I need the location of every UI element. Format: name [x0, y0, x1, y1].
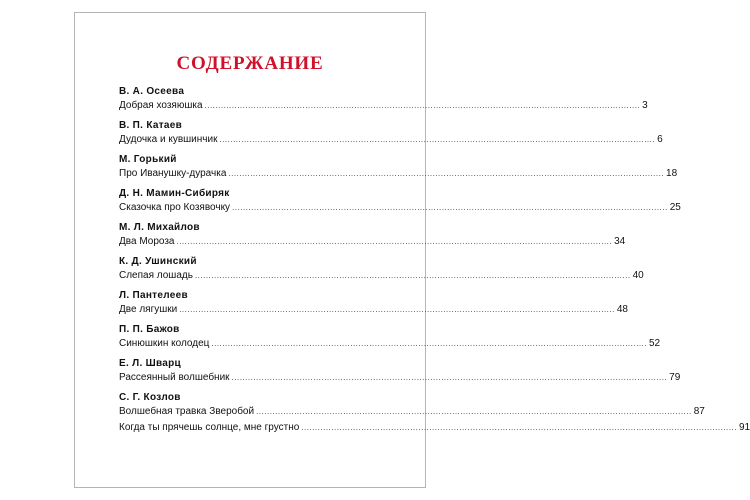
toc-entry	[119, 187, 681, 221]
toc-work-row[interactable]	[119, 99, 648, 112]
toc-entry	[119, 255, 644, 289]
page-number: 91	[738, 422, 750, 433]
author-name: В. А. Осеева	[119, 86, 185, 97]
author-name: П. П. Бажов	[119, 324, 180, 335]
toc-work-row[interactable]	[119, 201, 681, 214]
work-title: Про Иванушку-дурачка	[119, 168, 227, 179]
page-number: 87	[693, 406, 705, 417]
dot-leader: ................................................................................................................................................................	[211, 339, 647, 348]
toc-entry	[119, 221, 626, 255]
dot-leader: ................................................................................................................................................................	[176, 237, 613, 246]
dot-leader: ................................................................................................................................................................	[232, 203, 668, 212]
toc-entry	[119, 323, 661, 357]
dot-leader: ................................................................................................................................................................	[179, 305, 615, 314]
author-name: С. Г. Козлов	[119, 392, 181, 403]
page-number: 79	[669, 372, 681, 383]
dot-leader: ................................................................................................................................................................	[194, 271, 631, 280]
author-name: В. П. Катаев	[119, 120, 183, 131]
toc-work-row[interactable]	[119, 167, 678, 180]
toc-entry	[119, 85, 648, 119]
author-name: К. Д. Ушинский	[119, 256, 197, 267]
author-name: М. Горький	[119, 154, 177, 165]
page-number: 6	[657, 134, 663, 145]
toc-work-row[interactable]	[119, 337, 661, 350]
dot-leader: ................................................................................................................................................................	[256, 407, 692, 416]
work-title: Когда ты прячешь солнце, мне грустно	[119, 422, 300, 433]
toc-work-row[interactable]	[119, 269, 644, 282]
author-name: М. Л. Михайлов	[119, 222, 200, 233]
toc-work-row[interactable]	[119, 421, 750, 434]
toc-entry	[119, 391, 750, 441]
toc-work-row[interactable]	[119, 133, 663, 146]
page-number: 34	[614, 236, 626, 247]
toc-entry	[119, 357, 681, 391]
work-title: Добрая хозяюшка	[119, 100, 203, 111]
dot-leader: ................................................................................................................................................................	[219, 135, 656, 144]
toc-work-row[interactable]	[119, 235, 626, 248]
work-title: Волшебная травка Зверобой	[119, 406, 255, 417]
page-number: 18	[666, 168, 678, 179]
page-number: 52	[648, 338, 661, 349]
page-number: 40	[632, 270, 644, 281]
author-name: Д. Н. Мамин-Сибиряк	[119, 188, 230, 199]
work-title: Две лягушки	[119, 304, 178, 315]
book-page	[74, 12, 750, 488]
toc-entry	[119, 289, 628, 323]
work-title: Два Мороза	[119, 236, 175, 247]
author-name: Е. Л. Шварц	[119, 358, 181, 369]
toc-work-row[interactable]	[119, 303, 628, 316]
page-number: 3	[642, 100, 648, 111]
toc-entry	[119, 119, 663, 153]
author-name: Л. Пантелеев	[119, 290, 188, 301]
page-number: 48	[616, 304, 628, 315]
work-title: Слепая лошадь	[119, 270, 193, 281]
page-title: СОДЕРЖАНИЕ	[176, 53, 324, 74]
work-title: Дудочка и кувшинчик	[119, 134, 218, 145]
toc-work-row[interactable]	[119, 405, 705, 418]
dot-leader: ................................................................................................................................................................	[301, 423, 737, 432]
table-of-contents	[119, 85, 750, 441]
work-title: Сказочка про Козявочку	[119, 202, 231, 213]
toc-entry	[119, 153, 678, 187]
work-title: Синюшкин колодец	[119, 338, 210, 349]
dot-leader: ................................................................................................................................................................	[204, 101, 641, 110]
page-number: 25	[669, 202, 681, 213]
work-title: Рассеянный волшебник	[119, 372, 230, 383]
dot-leader: ................................................................................................................................................................	[228, 169, 665, 178]
dot-leader: ................................................................................................................................................................	[231, 373, 668, 382]
toc-work-row[interactable]	[119, 371, 681, 384]
